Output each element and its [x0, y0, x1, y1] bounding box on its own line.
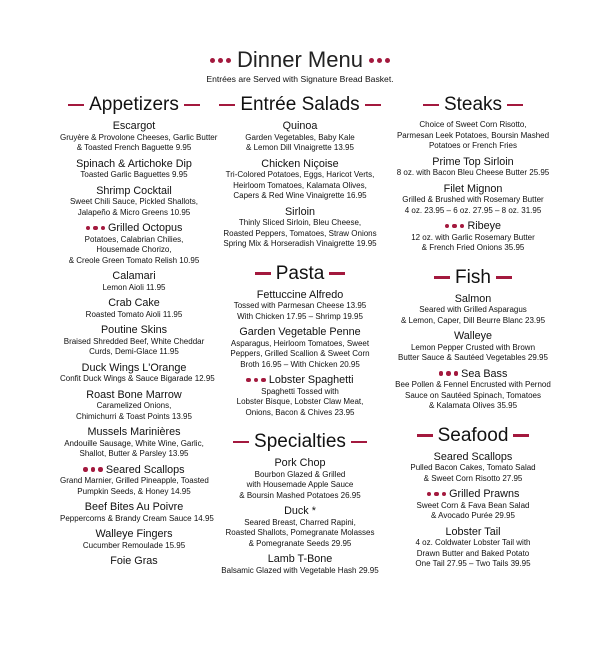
menu-item-description: Roasted Shallots, Pomegranate Molasses [225, 528, 375, 537]
menu-item-description: Sweet Chili Sauce, Pickled Shallots, [69, 197, 199, 206]
menu-item-name [218, 289, 382, 302]
menu-item-name [218, 158, 382, 171]
heading-dash-left [423, 104, 439, 106]
menu-item [218, 158, 382, 202]
section-heading [60, 93, 208, 117]
menu-item-description: & Toasted French Baguette 9.95 [76, 143, 192, 152]
menu-item-description: One Tail 27.95 – Two Tails 39.95 [415, 559, 531, 568]
heading-dash-left [434, 276, 450, 278]
menu-item-description: Asparagus, Heirloom Tomatoes, Sweet [230, 338, 370, 348]
menu-item-name [392, 451, 554, 464]
menu-item-name [218, 206, 382, 219]
section-title: Seafood [437, 424, 509, 446]
menu-item-description: Tossed with Parmesan Cheese 13.95 [233, 301, 367, 310]
menu-item-name-text: Salmon [454, 292, 492, 305]
menu-item-description: Roasted Tomato Aioli 11.95 [85, 309, 183, 319]
menu-item-name [60, 389, 208, 402]
menu-item [60, 528, 208, 551]
section-heading [218, 93, 382, 117]
menu-item-name-text: Ribeye [467, 220, 502, 232]
menu-item-name-text: Prime Top Sirloin [432, 155, 514, 168]
menu-item-description: 4 oz. Coldwater Lobster Tail with [415, 538, 531, 547]
menu-item [392, 183, 554, 217]
menu-item [60, 555, 208, 568]
menu-column-left [60, 93, 218, 572]
menu-item [392, 368, 554, 412]
menu-item-description: Spring Mix & Horseradish Vinaigrette 19.95 [223, 239, 377, 248]
heading-dash-right [507, 104, 523, 106]
menu-item-name-text: Pork Chop [274, 457, 326, 469]
menu-item-description: Grand Marnier, Grilled Pineapple, Toasted [60, 476, 209, 485]
menu-item-description: Lobster Bisque, Lobster Claw Meat, [236, 397, 364, 406]
menu-item-description: & Sweet Corn Risotto 27.95 [423, 473, 523, 483]
featured-dots-icon [83, 467, 103, 472]
section-heading [218, 430, 382, 454]
menu-item-description: Toasted Garlic Baguettes 9.95 [80, 170, 188, 179]
featured-dots-icon [445, 224, 465, 229]
menu-item-description: & French Fried Onions 35.95 [421, 243, 525, 252]
menu-item-name-text: Seared Scallops [105, 463, 185, 476]
menu-item-name [60, 324, 208, 337]
menu-item [392, 488, 554, 522]
menu-item [218, 206, 382, 250]
section-spacer [392, 258, 554, 266]
menu-item-description: Braised Shredded Beef, White Cheddar [63, 336, 205, 346]
menu-item-name-text: Garden Vegetable Penne [239, 326, 361, 338]
menu-item-description: Peppercorns & Brandy Cream Sauce 14.95 [60, 513, 214, 523]
menu-item-description: Gruyère & Provolone Cheeses, Garlic Butter [60, 132, 218, 142]
menu-item [392, 526, 554, 570]
menu-item-description: Pumpkin Seeds, & Honey 14.95 [77, 486, 191, 496]
menu-item-description: Chimichurri & Toast Points 13.95 [76, 411, 192, 421]
menu-item-description: Shallot, Butter & Parsley 13.95 [79, 449, 189, 458]
section-heading [392, 93, 554, 117]
menu-item-name-text: Lobster Tail [445, 525, 501, 538]
menu-item-description: Tri-Colored Potatoes, Eggs, Haricot Verts, [225, 170, 375, 179]
menu-item-name-text: Roast Bone Marrow [86, 388, 182, 401]
title-row [0, 48, 600, 72]
menu-item-description: Drawn Butter and Baked Potato [416, 548, 530, 558]
menu-item-description: Choice of Sweet Corn Risotto, [419, 120, 527, 129]
page-title: Dinner Menu [237, 47, 363, 72]
menu-item-description: Sauce on Sautéed Spinach, Tomatoes [405, 390, 541, 400]
page-subtitle: Entrées are Served with Signature Bread Basket. [206, 74, 394, 84]
section-title: Appetizers [89, 94, 179, 115]
decorative-dots-icon [369, 58, 390, 63]
menu-item-description: Balsamic Glazed with Vegetable Hash 29.95 [221, 565, 379, 575]
menu-item-name [392, 220, 554, 233]
section-heading [392, 266, 554, 290]
menu-item-name-text: Lobster Spaghetti [268, 374, 354, 386]
menu-item-name [60, 528, 208, 541]
menu-item-name-text: Poutine Skins [100, 324, 168, 336]
menu-item [60, 324, 208, 358]
menu-item-description: 12 oz. with Garlic Rosemary Butter [411, 232, 535, 242]
featured-dots-icon [246, 378, 266, 383]
heading-dash-right [365, 104, 381, 106]
menu-item [218, 374, 382, 418]
menu-item [60, 222, 208, 266]
menu-item [60, 297, 208, 320]
menu-item-name [60, 185, 208, 198]
menu-item-name [392, 293, 554, 306]
menu-item-name-text: Shrimp Cocktail [96, 184, 172, 197]
menu-item-description: Heirloom Tomatoes, Kalamata Olives, [233, 180, 367, 190]
menu-item-description: Seared with Grilled Asparagus [419, 305, 527, 314]
menu-column-right [392, 93, 554, 574]
menu-item-description: & Pomegranate Seeds 29.95 [248, 538, 352, 548]
menu-item-name-text: Escargot [112, 120, 156, 132]
menu-item-name [60, 426, 208, 439]
menu-item [60, 361, 215, 385]
menu-item-description: Bourbon Glazed & Grilled [254, 469, 346, 479]
menu-item-name-text: Crab Cake [108, 297, 160, 309]
menu-item-name-text: Calamari [112, 270, 156, 282]
menu-item [218, 289, 382, 323]
menu-item-name [60, 158, 208, 171]
menu-item-description: Andouille Sausage, White Wine, Garlic, [64, 438, 204, 448]
menu-item [392, 293, 554, 327]
menu-item [218, 505, 382, 549]
featured-dots-icon [427, 492, 447, 497]
menu-item [392, 120, 554, 152]
featured-dots-icon [86, 226, 106, 231]
menu-item-name [60, 222, 208, 235]
menu-item [60, 120, 218, 154]
menu-item-description: Jalapeño & Micro Greens 10.95 [77, 207, 191, 217]
menu-item-name [60, 362, 208, 375]
heading-dash-left [233, 441, 249, 443]
menu-item-description: & Creole Green Tomato Relish 10.95 [68, 255, 200, 265]
menu-item-description: with Housemade Apple Sauce [246, 480, 354, 489]
menu-item-description: Cucumber Remoulade 15.95 [82, 540, 186, 550]
menu-item-name [392, 488, 554, 501]
menu-item [218, 326, 382, 370]
menu-item-name [60, 501, 208, 514]
menu-item [218, 457, 382, 501]
menu-item-description: Potatoes, Calabrian Chilies, [84, 234, 184, 244]
heading-dash-right [496, 276, 512, 278]
decorative-dots-icon [210, 58, 231, 63]
menu-item-description: Capers & Red Wine Vinaigrette 16.95 [233, 191, 367, 200]
menu-item-description: & Kalamata Olives 35.95 [428, 401, 518, 410]
section-title: Pasta [275, 262, 325, 284]
menu-item [60, 464, 208, 498]
menu-item-name [218, 457, 382, 470]
heading-dash-right [351, 441, 367, 443]
menu-item-name-text: Chicken Niçoise [261, 157, 339, 170]
menu-item-description: Roasted Peppers, Tomatoes, Straw Onions [223, 228, 377, 238]
menu-item-description: Garden Vegetables, Baby Kale [245, 132, 355, 142]
menu-item-description: Housemade Chorizo, [96, 245, 172, 254]
menu-item-name-text: Lamb T-Bone [267, 553, 333, 565]
menu-item [60, 389, 208, 423]
section-spacer [218, 254, 382, 262]
menu-item-description: Confit Duck Wings & Sauce Bigarade 12.95 [60, 374, 215, 383]
menu-item-name-text: Quinoa [282, 120, 318, 132]
menu-item-name [392, 156, 554, 169]
menu-item-description: 4 oz. 23.95 – 6 oz. 27.95 – 8 oz. 31.95 [404, 205, 542, 215]
menu-item-name-text: Walleye [454, 330, 492, 342]
menu-item-description: Bee Pollen & Fennel Encrusted with Pernod [395, 380, 551, 389]
menu-item-description: Onions, Bacon & Chives 23.95 [245, 407, 355, 417]
section-spacer [392, 416, 554, 424]
menu-item-name-text: Spinach & Artichoke Dip [76, 157, 192, 170]
menu-item-description: With Chicken 17.95 – Shrimp 19.95 [237, 311, 363, 321]
menu-item-name [218, 505, 382, 518]
menu-item-description: Seared Breast, Charred Rapini, [244, 517, 356, 527]
heading-dash-left [219, 104, 235, 106]
menu-item [392, 220, 554, 254]
menu-item-name-text: Filet Mignon [443, 182, 503, 195]
section-title: Steaks [443, 94, 503, 115]
menu-item [60, 270, 208, 293]
menu-item-name-text: Beef Bites Au Poivre [84, 501, 184, 513]
section-heading [218, 262, 382, 286]
menu-item [392, 330, 554, 364]
menu-item-name [60, 464, 208, 477]
menu-header [0, 48, 600, 84]
menu-item-description: Spaghetti Tossed with [261, 386, 339, 396]
menu-item-name [218, 374, 382, 387]
section-title: Fish [455, 266, 491, 288]
menu-item-name-text: Sirloin [284, 205, 315, 218]
menu-item-name-text: Grilled Octopus [108, 222, 183, 234]
menu-item-name [218, 120, 382, 133]
menu-item-name-text: Grilled Prawns [449, 488, 520, 500]
menu-item-description: Caramelized Onions, [96, 401, 172, 410]
menu-item-description: Butter Sauce & Sautéed Vegetables 29.95 [398, 353, 548, 362]
menu-item-name [392, 526, 554, 539]
menu-item [60, 185, 208, 219]
menu-item-description: & Boursin Mashed Potatoes 26.95 [239, 490, 361, 500]
menu-item-description: Lemon Pepper Crusted with Brown [410, 342, 536, 352]
menu-item-description: Curds, Demi-Glace 11.95 [89, 347, 179, 356]
menu-column-middle [218, 93, 382, 580]
menu-item-description: Potatoes or French Fries [428, 141, 518, 150]
menu-item-description: Sweet Corn & Fava Bean Salad [416, 500, 530, 510]
heading-dash-left [255, 272, 271, 274]
menu-item [218, 120, 382, 154]
menu-item [60, 501, 214, 524]
menu-item-description: Lemon Aioli 11.95 [102, 282, 166, 292]
menu-item-name [392, 368, 554, 381]
menu-item-name [60, 555, 208, 568]
menu-item-description: Parmesan Leek Potatoes, Boursin Mashed [396, 130, 550, 140]
menu-item [60, 158, 208, 181]
menu-item [60, 426, 208, 460]
menu-item-name-text: Fettuccine Alfredo [256, 288, 344, 301]
menu-item-name [60, 297, 208, 310]
menu-item-name-text: Seared Scallops [433, 450, 513, 463]
menu-item-description: & Avocado Purée 29.95 [431, 511, 515, 520]
menu-item-name [392, 330, 554, 343]
menu-item-description: Grilled & Brushed with Rosemary Butter [402, 195, 544, 204]
menu-item-description: 8 oz. with Bacon Bleu Cheese Butter 25.95 [396, 168, 550, 177]
featured-dots-icon [439, 371, 459, 376]
section-heading [392, 424, 554, 448]
menu-item-name-text: Sea Bass [461, 367, 508, 380]
menu-item-description: & Lemon, Caper, Dill Beurre Blanc 23.95 [400, 315, 546, 325]
menu-item [392, 156, 554, 179]
menu-item-name [218, 553, 382, 566]
menu-item-description: Broth 16.95 – With Chicken 20.95 [240, 359, 360, 369]
heading-dash-right [329, 272, 345, 274]
section-title: Entrée Salads [240, 94, 360, 115]
menu-item [392, 451, 554, 485]
section-spacer [218, 422, 382, 430]
menu-item-description: & Lemon Dill Vinaigrette 13.95 [246, 143, 354, 152]
section-title: Specialties [254, 431, 346, 452]
heading-dash-right [513, 434, 529, 436]
menu-item-name [218, 326, 382, 339]
menu-item-description: Pulled Bacon Cakes, Tomato Salad [410, 463, 536, 472]
menu-item-name [60, 120, 208, 133]
menu-item-name-text: Duck Wings L'Orange [81, 361, 187, 374]
menu-item [218, 553, 382, 576]
menu-item-name-text: Walleye Fingers [95, 528, 173, 540]
menu-item-name [392, 183, 554, 196]
heading-dash-right [184, 104, 200, 106]
heading-dash-left [417, 434, 433, 436]
menu-item-description: Peppers, Grilled Scallion & Sweet Corn [230, 349, 370, 358]
heading-dash-left [68, 104, 84, 106]
menu-item-name-text: Mussels Marinières [87, 426, 181, 438]
menu-item-name-text: Duck * [284, 505, 316, 517]
menu-item-description: Thinly Sliced Sirloin, Bleu Cheese, [238, 218, 362, 227]
menu-item-name [60, 270, 208, 283]
menu-item-name-text: Foie Gras [110, 555, 158, 567]
